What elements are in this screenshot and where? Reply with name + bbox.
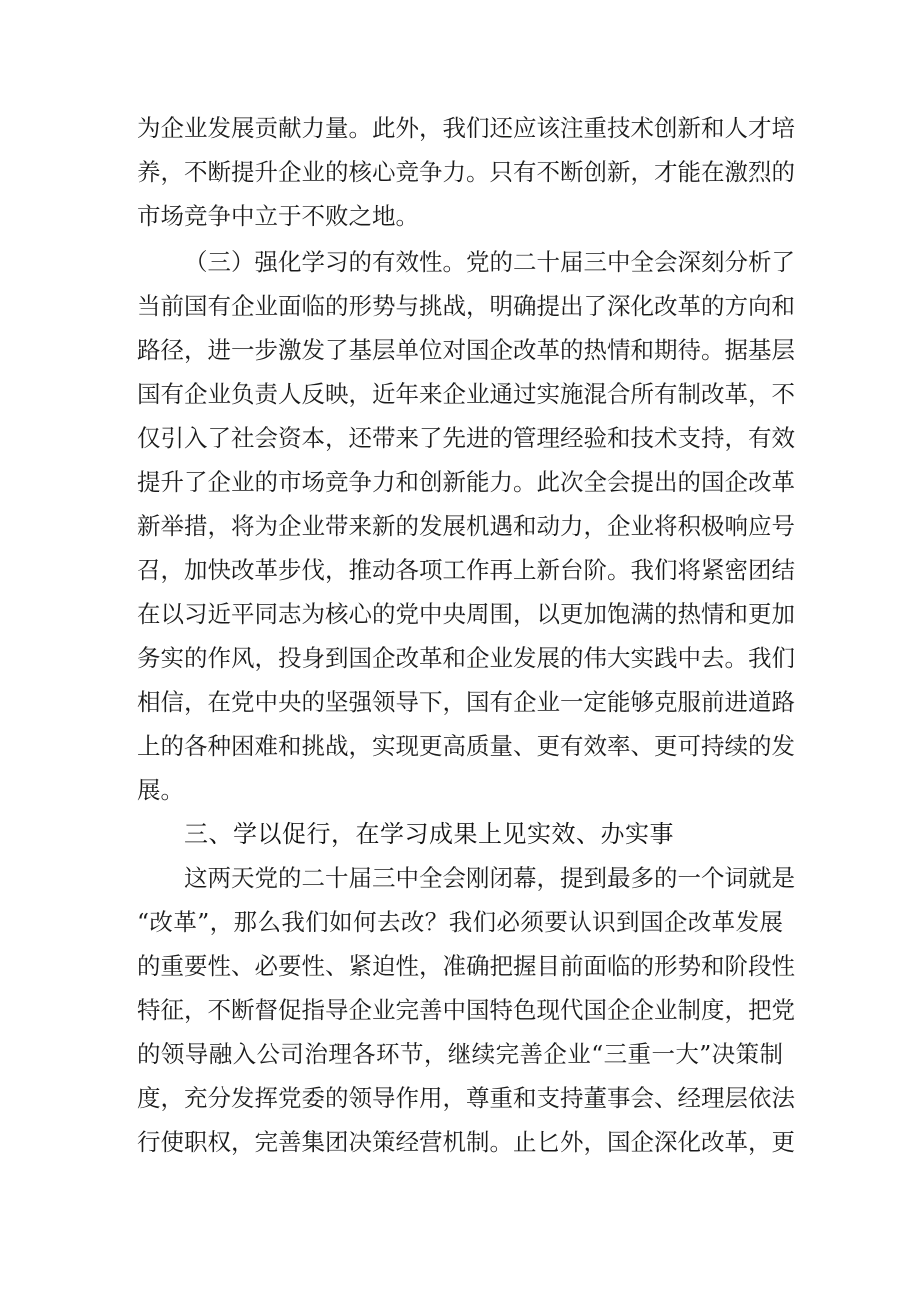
paragraph-2-line-9: 在以习近平同志为核心的党中央周围，以更加饱满的热情和更加 [137, 600, 795, 628]
paragraph-2-line-13: 展。 [137, 776, 184, 804]
paragraph-3-line-6: 度，充分发挥党委的领导作用，尊重和支持董事会、经理层依法 [137, 1084, 795, 1112]
paragraph-2-line-10: 务实的作风，投身到国企改革和企业发展的伟大实践中去。我们 [137, 644, 795, 672]
paragraph-3-line-3: 的重要性、必要性、紧迫性，准确把握目前面临的形势和阶段性 [137, 952, 795, 980]
paragraph-2-line-7: 新举措，将为企业带来新的发展机遇和动力，企业将积极响应号 [137, 512, 795, 540]
paragraph-3-line-5: 的领导融入公司治理各环节，继续完善企业“三重一大”决策制 [137, 1040, 783, 1068]
paragraph-3-line-1: 这两天党的二十届三中全会刚闭幕，提到最多的一个词就是 [184, 864, 795, 892]
paragraph-2-line-4: 国有企业负责人反映，近年来企业通过实施混合所有制改革，不 [137, 380, 795, 408]
paragraph-1-line-3: 市场竞争中立于不败之地。 [137, 202, 419, 230]
paragraph-1-line-2: 养，不断提升企业的核心竞争力。只有不断创新，才能在激烈的 [137, 158, 795, 186]
paragraph-2-line-5: 仅引入了社会资本，还带来了先进的管理经验和技术支持，有效 [137, 424, 795, 452]
paragraph-2-line-11: 相信，在党中央的坚强领导下，国有企业一定能够克服前进道路 [137, 688, 795, 716]
paragraph-1-line-1: 为企业发展贡献力量。此外，我们还应该注重技术创新和人才培 [137, 114, 795, 142]
paragraph-2-line-3: 路径，进一步激发了基层单位对国企改革的热情和期待。据基层 [137, 336, 795, 364]
section-heading: 三、学以促行，在学习成果上见实效、办实事 [184, 820, 674, 848]
paragraph-2-line-8: 召，加快改革步伐，推动各项工作再上新台阶。我们将紧密团结 [137, 556, 795, 584]
paragraph-3-line-7: 行使职权，完善集团决策经营机制。止匕外，国企深化改革，更 [137, 1128, 795, 1156]
paragraph-3-line-2: “改革”，那么我们如何去改？我们必须要认识到国企改革发展 [137, 908, 783, 936]
paragraph-2-line-12: 上的各种困难和挑战，实现更高质量、更有效率、更可持续的发 [137, 732, 795, 760]
paragraph-2-line-1: （三）强化学习的有效性。党的二十届三中全会深刻分析了 [184, 248, 795, 276]
paragraph-3-line-4: 特征，不断督促指导企业完善中国特色现代国企企业制度，把党 [137, 996, 795, 1024]
paragraph-2-line-2: 当前国有企业面临的形势与挑战，明确提出了深化改革的方向和 [137, 292, 795, 320]
paragraph-2-line-6: 提升了企业的市场竞争力和创新能力。此次全会提出的国企改革 [137, 468, 795, 496]
